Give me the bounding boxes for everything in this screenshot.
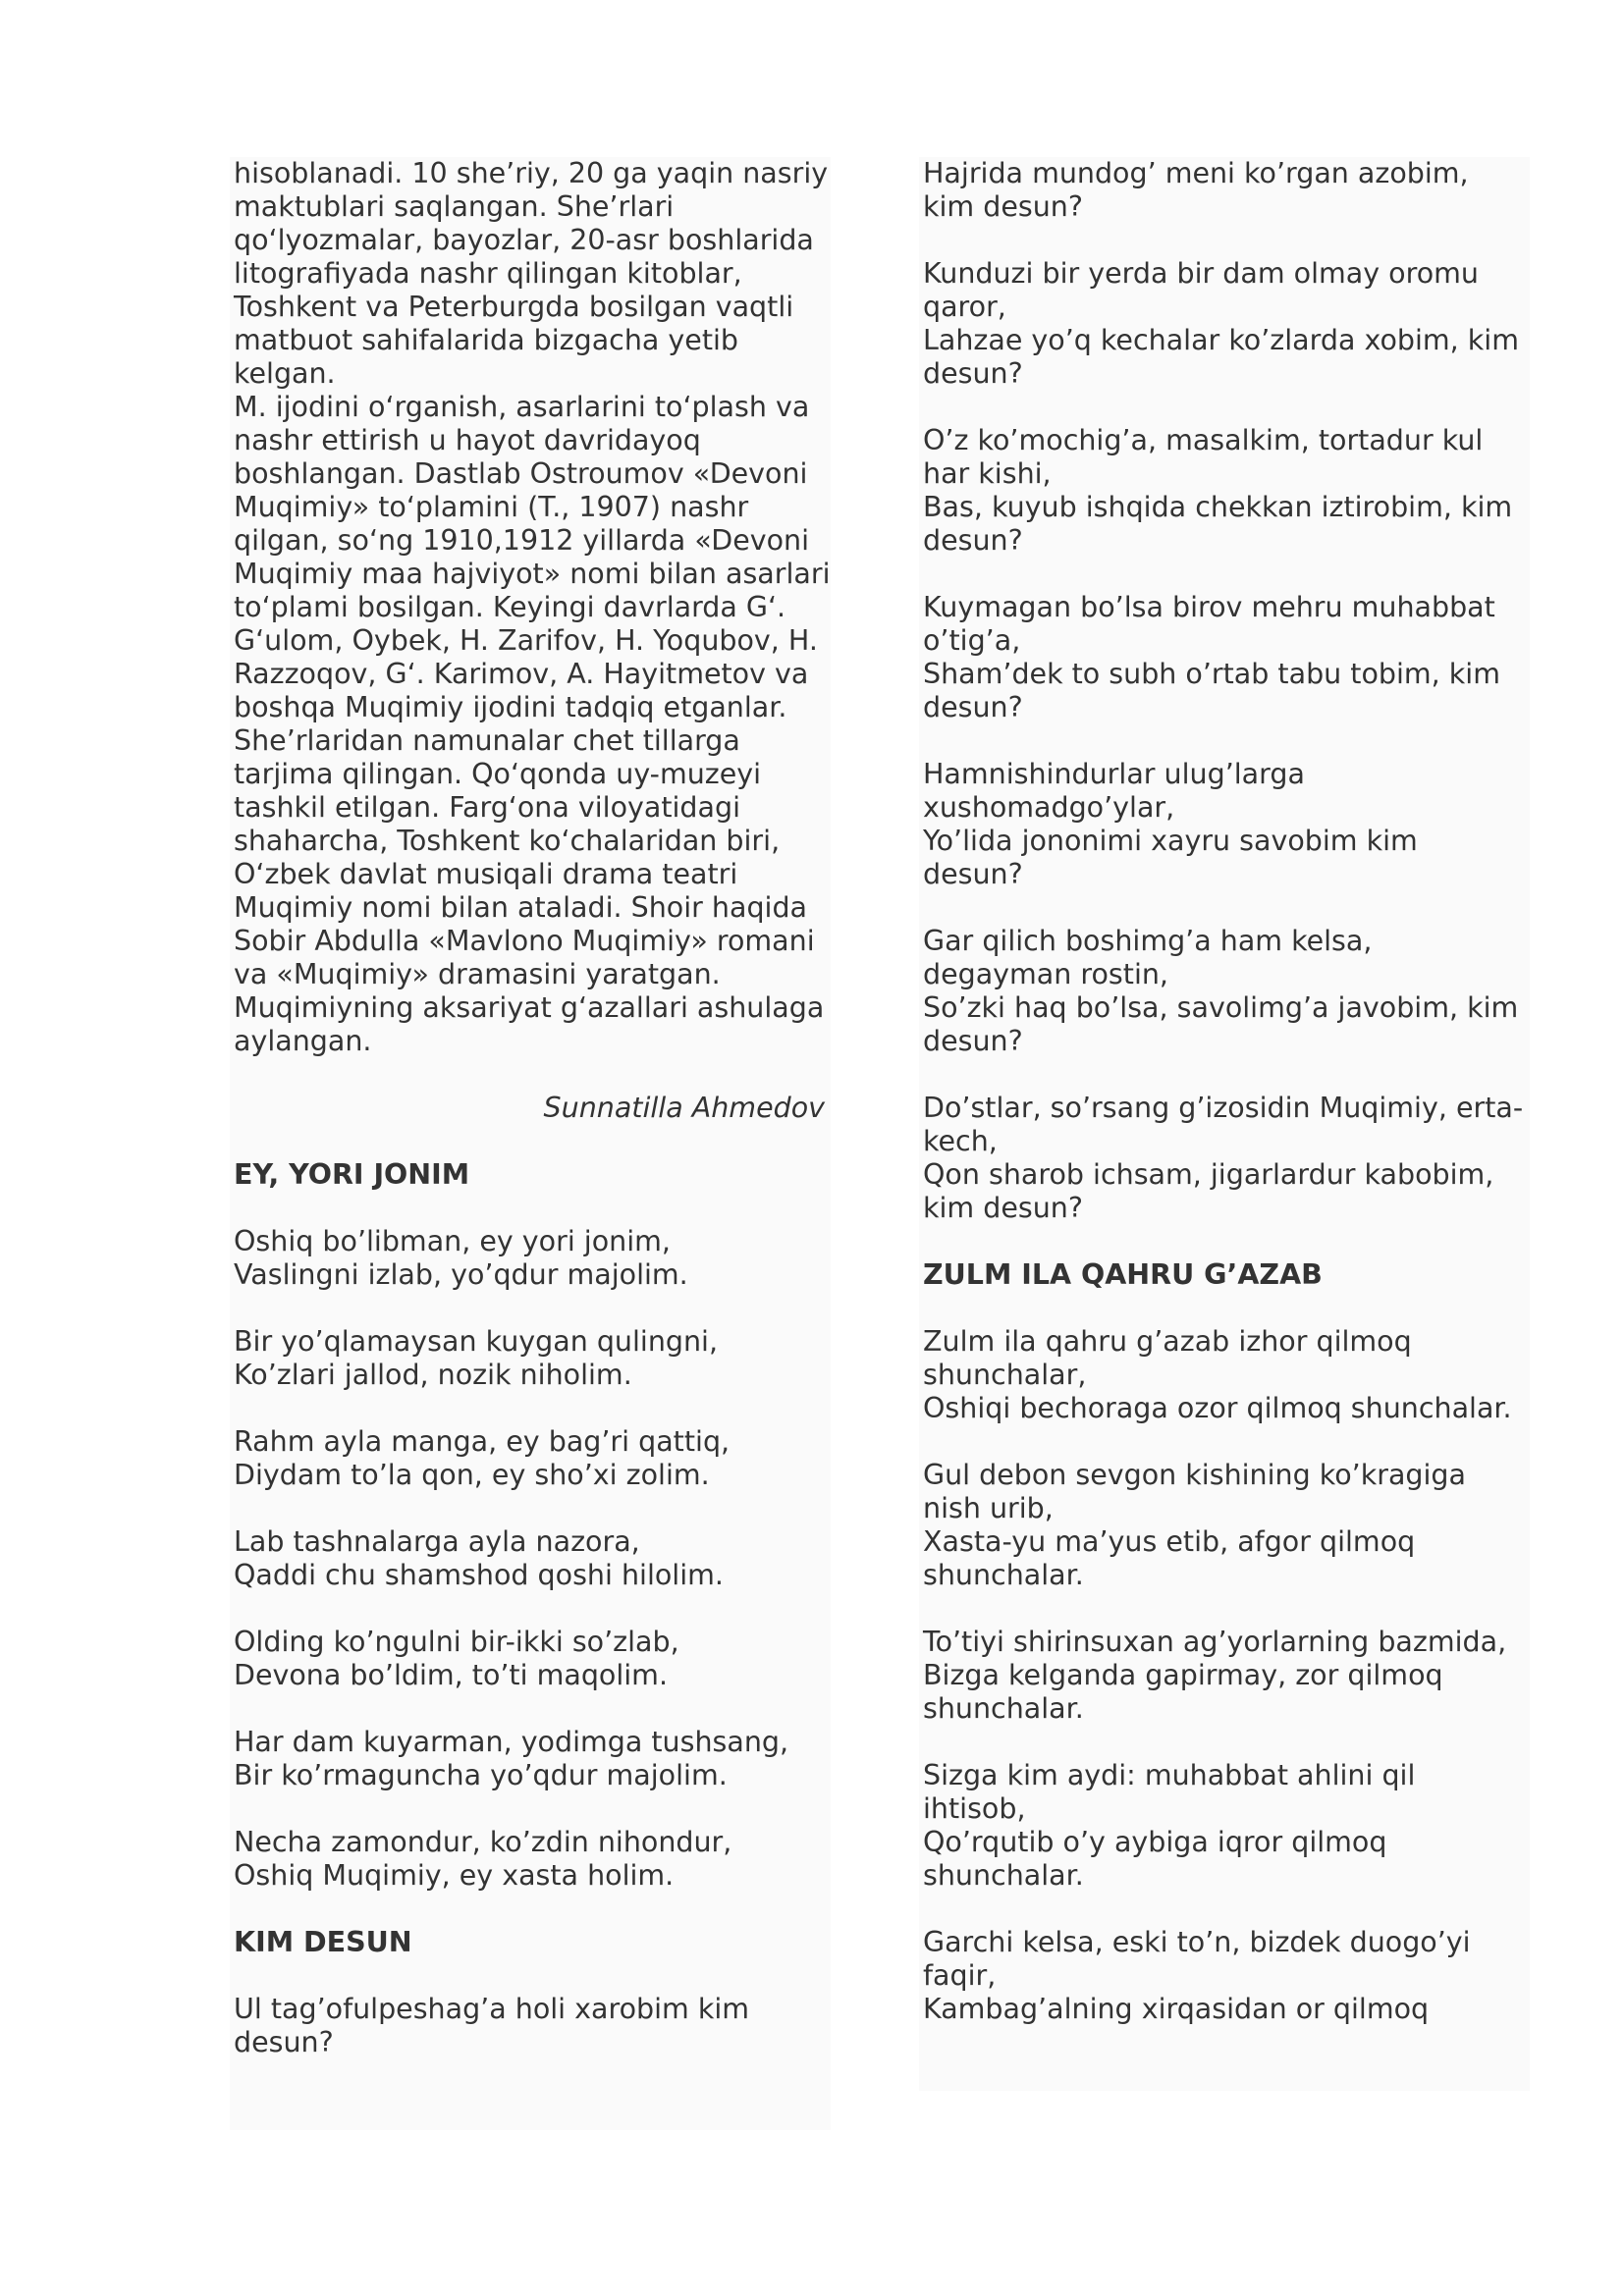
author-signature: Sunnatilla Ahmedov bbox=[543, 1092, 825, 1124]
poem-stanza: Lab tashnalarga ayla nazora, Qaddi chu shamshod qoshi hilolim. bbox=[234, 1525, 724, 1591]
poem-stanza: Kunduzi bir yerda bir dam olmay oromu qaror, Lahzae yo’q kechalar ko’zlarda xobim, kim desun? bbox=[923, 257, 1519, 390]
poem-stanza: Gul debon sevgon kishining ko’kragiga nish urib, Xasta-yu ma’yus etib, afgor qilmoq shunchalar. bbox=[923, 1459, 1466, 1591]
poem-stanza: Sizga kim aydi: muhabbat ahlini qil ihtisob, Qo’rqutib o’y aybiga iqror qilmoq shunchalar. bbox=[923, 1759, 1416, 1892]
poem-stanza: Do’stlar, so’rsang g’izosidin Muqimiy, erta- kech, Qon sharob ichsam, jigarlardur kabobim, kim desun? bbox=[923, 1092, 1524, 1224]
poem-stanza: To’tiyi shirinsuxan ag’yorlarning bazmida, Bizga kelganda gapirmay, zor qilmoq shunchalar. bbox=[923, 1626, 1507, 1725]
poem-stanza: Oshiq bo’libman, ey yori jonim, Vaslingni izlab, yo’qdur majolim. bbox=[234, 1225, 688, 1291]
poem-stanza: Olding ko’ngulni bir-ikki so’zlab, Devona bo’ldim, to’ti maqolim. bbox=[234, 1626, 679, 1691]
poem-stanza: Rahm ayla manga, ey bag’ri qattiq, Diydam to’la qon, ey sho’xi zolim. bbox=[234, 1425, 731, 1491]
poem-stanza: Gar qilich boshimg’a ham kelsa, degayman rostin, So’zki haq bo’lsa, savolimg’a javobim, kim desun? bbox=[923, 925, 1519, 1057]
poem-stanza: Hamnishindurlar ulug’larga xushomadgo’ylar, Yo’lida jononimi xayru savobim kim desun? bbox=[923, 758, 1418, 890]
poem-stanza: O’z ko’mochig’a, masalkim, tortadur kul har kishi, Bas, kuyub ishqida chekkan iztirobim, kim desun? bbox=[923, 424, 1513, 557]
poem-stanza: Necha zamondur, ko’zdin nihondur, Oshiq Muqimiy, ey xasta holim. bbox=[234, 1826, 732, 1892]
poem-stanza: Hajrida mundog’ meni ko’rgan azobim, kim desun? bbox=[923, 157, 1469, 223]
poem-stanza: Bir yo’qlamaysan kuygan qulingni, Ko’zlari jallod, nozik niholim. bbox=[234, 1325, 719, 1391]
poem-stanza: Har dam kuyarman, yodimga tushsang, Bir ko’rmaguncha yo’qdur majolim. bbox=[234, 1726, 789, 1791]
poem-stanza: Garchi kelsa, eski to’n, bizdek duogo’yi faqir, Kambag’alning xirqasidan or qilmoq bbox=[923, 1926, 1471, 2025]
poem-title-ey-yori-jonim: EY, YORI JONIM bbox=[234, 1158, 470, 1191]
poem-title-kim-desun: KIM DESUN bbox=[234, 1926, 412, 1958]
poem-stanza: Ul tag’ofulpeshag’a holi xarobim kim desun? bbox=[234, 1993, 750, 2058]
biography-text: hisoblanadi. 10 she’riy, 20 ga yaqin nasriy maktublari saqlangan. She’rlari qo‘lyozmalar, bayozlar, 20-asr boshlarida litografiyada nashr qilingan kitoblar, Toshkent va Peterburgda bosilgan vaqtli matbuot sahifalarida bizgacha yetib kelgan. M. ijodini o‘rganish, asarlarini to‘plash va nashr ettirish u hayot davridayoq boshlangan. Dastlab Ostroumov «Devoni Muqimiy» to‘plamini (T., 1907) nashr qilgan, so‘ng 1910,1912 yillarda «Devoni Muqimiy maa hajviyot» nomi bilan asarlari to‘plami bosilgan. Keyingi davrlarda G‘. G‘ulom, Oybek, H. Zarifov, H. Yoqubov, H. Razzoqov, G‘. Karimov, A. Hayitmetov va boshqa Muqimiy ijodini tadqiq etganlar. She’rlaridan namunalar chet tillarga tarjima qilingan. Qo‘qonda uy-muzeyi tashkil etilgan. Farg‘ona viloyatidagi shaharcha, Toshkent ko‘chalaridan biri, O‘zbek davlat musiqali drama teatri Muqimiy nomi bilan ataladi. Shoir haqida Sobir Abdulla «Mavlono Muqimiy» romani va «Muqimiy» dramasini yaratgan. Muqimiyning aksariyat g‘azallari ashulaga aylangan. bbox=[234, 157, 831, 1057]
poem-stanza: Zulm ila qahru g’azab izhor qilmoq shunchalar, Oshiqi bechoraga ozor qilmoq shunchalar. bbox=[923, 1325, 1512, 1424]
left-column bbox=[230, 157, 831, 2130]
right-column bbox=[919, 157, 1530, 2091]
poem-stanza: Kuymagan bo’lsa birov mehru muhabbat o’tig’a, Sham’dek to subh o’rtab tabu tobim, kim desun? bbox=[923, 591, 1500, 723]
poem-title-zulm-ila-qahru-gazab: ZULM ILA QAHRU G’AZAB bbox=[923, 1258, 1323, 1291]
